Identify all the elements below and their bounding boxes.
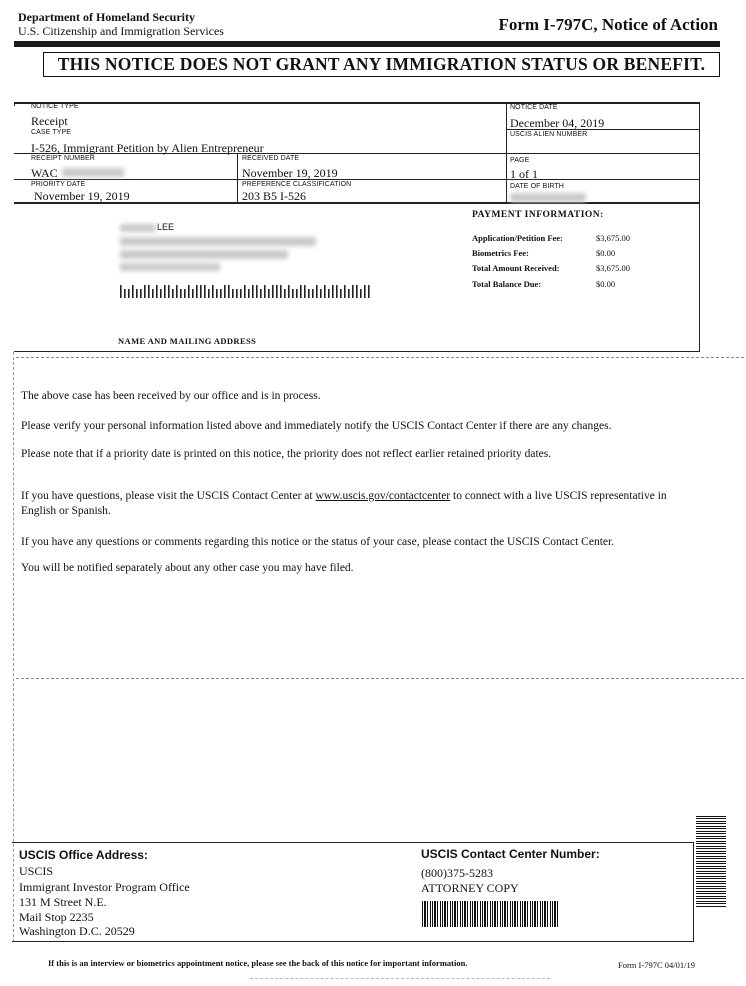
office-address-line: USCIS [19, 864, 54, 878]
priority-date-value: November 19, 2019 [34, 189, 130, 203]
body-paragraph: If you have any questions or comments regarding this notice or the status of your case, please contact the USCIS Contact Center. [21, 536, 615, 548]
office-address-line: 131 M Street N.E. [19, 895, 107, 909]
body-paragraph: Please note that if a priority date is printed on this notice, the priority does not reflect earlier retained priority dates. [21, 448, 552, 460]
office-address-title: USCIS Office Address: [19, 848, 148, 862]
postal-barcode [120, 283, 376, 299]
body-paragraph: The above case has been received by our office and is in process. [21, 390, 321, 402]
priority-date-label: PRIORITY DATE [31, 181, 86, 188]
received-date-label: RECEIVED DATE [242, 155, 300, 162]
mailing-address-label: NAME AND MAILING ADDRESS [118, 336, 257, 346]
redacted-receipt-number [62, 168, 124, 177]
body-paragraph: If you have questions, please visit the USCIS Contact Center at www.uscis.gov/contactcenter to connect with a live USCIS representative in English or Spanish. [21, 490, 667, 517]
form-title: Form I-797C, Notice of Action [498, 15, 718, 34]
redacted-date-of-birth [510, 193, 586, 202]
receipt-number-label: RECEIPT NUMBER [31, 155, 95, 162]
receipt-number-value: WAC [31, 166, 58, 180]
case-type-value: I-526, Immigrant Petition by Alien Entrepreneur [31, 141, 264, 155]
payment-value: $0.00 [596, 279, 616, 289]
date-of-birth-label: DATE OF BIRTH [510, 183, 564, 190]
notice-date-label: NOTICE DATE [510, 104, 558, 111]
notice-type-label: NOTICE TYPE [31, 103, 79, 110]
bottom-scan-line [250, 978, 550, 979]
page-label: PAGE [510, 157, 530, 164]
agency-name: U.S. Citizenship and Immigration Services [18, 24, 224, 38]
page-value: 1 of 1 [510, 167, 538, 181]
contact-center-link[interactable]: www.uscis.gov/contactcenter [315, 490, 451, 502]
office-address-line: Mail Stop 2235 [19, 910, 94, 924]
redacted-name [120, 224, 156, 232]
left-edge-line [13, 352, 14, 942]
footer-form-id: Form I-797C 04/01/19 [618, 960, 695, 970]
alien-number-label: USCIS ALIEN NUMBER [510, 131, 588, 138]
body-paragraph: Please verify your personal information listed above and immediately notify the USCIS Contact Center if there are any changes. [21, 420, 612, 432]
footer-note: If this is an interview or biometrics appointment notice, please see the back of this notice for important information. [48, 958, 468, 968]
payment-label: Biometrics Fee: [472, 248, 529, 258]
payment-value: $3,675.00 [596, 263, 630, 273]
perforation-line [16, 678, 744, 679]
payment-info-title: PAYMENT INFORMATION: [472, 210, 604, 220]
perforation-line [16, 357, 744, 358]
header-rule [14, 41, 720, 47]
redacted-address-line [120, 263, 220, 271]
preference-classification-label: PREFERENCE CLASSIFICATION [242, 181, 352, 188]
edge-stacked-barcode [696, 816, 726, 908]
notice-date-value: December 04, 2019 [510, 116, 605, 130]
recipient-name: LEE [157, 222, 175, 232]
notice-type-value: Receipt [31, 114, 68, 128]
payment-value: $0.00 [596, 248, 616, 258]
payment-value: $3,675.00 [596, 233, 630, 243]
redacted-address-line [120, 250, 288, 259]
payment-label: Application/Petition Fee: [472, 233, 563, 243]
case-barcode [422, 901, 558, 927]
payment-label: Total Balance Due: [472, 279, 542, 289]
preference-classification-value: 203 B5 I-526 [242, 189, 306, 203]
payment-label: Total Amount Received: [472, 263, 560, 273]
status-disclaimer-banner: THIS NOTICE DOES NOT GRANT ANY IMMIGRATION STATUS OR BENEFIT. [43, 52, 720, 77]
received-date-value: November 19, 2019 [242, 166, 338, 180]
case-type-label: CASE TYPE [31, 129, 72, 136]
office-address-line: Washington D.C. 20529 [19, 924, 135, 938]
redacted-address-line [120, 237, 316, 246]
body-paragraph: You will be notified separately about any other case you may have filed. [21, 562, 354, 574]
office-address-line: Immigrant Investor Program Office [19, 880, 190, 894]
contact-phone: (800)375-5283 [421, 866, 493, 880]
contact-center-title: USCIS Contact Center Number: [421, 847, 600, 861]
copy-type-label: ATTORNEY COPY [421, 881, 519, 895]
department-name: Department of Homeland Security [18, 10, 195, 24]
